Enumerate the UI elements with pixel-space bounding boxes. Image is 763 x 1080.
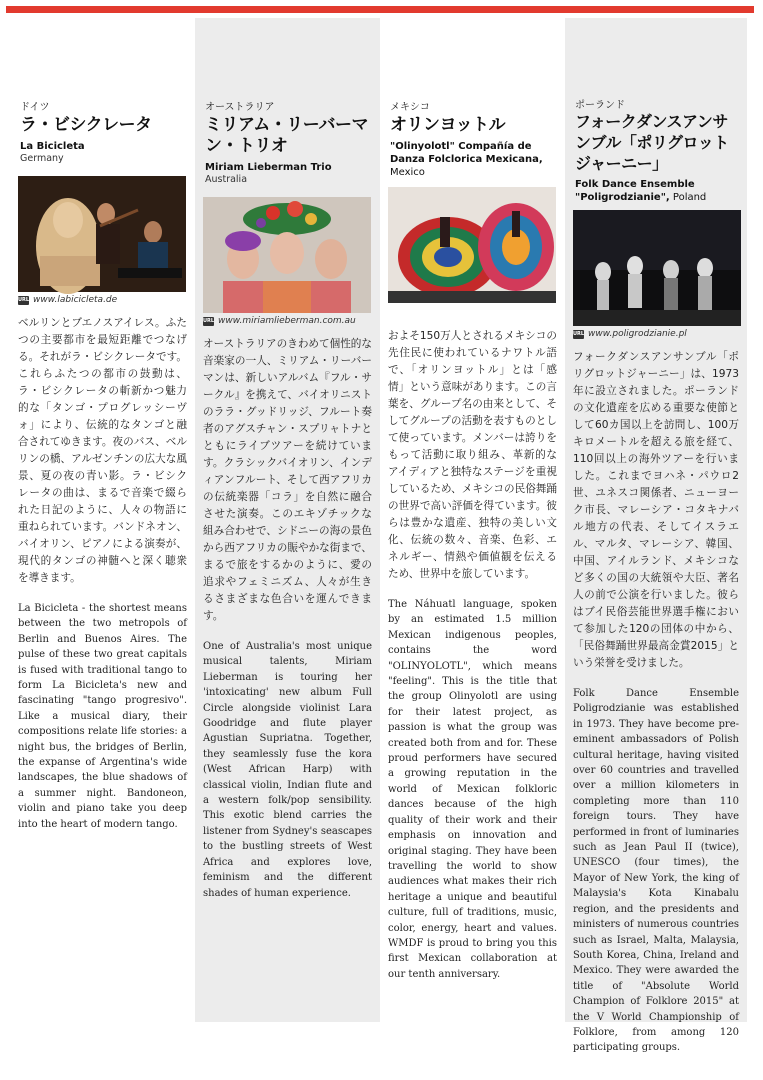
artist-column-poland [565, 18, 747, 1054]
artist-name-en: Miriam Lieberman Trio [205, 162, 332, 173]
artist-origin-inline: Poland [669, 192, 707, 203]
description-en: Folk Dance Ensemble Poligrodzianie was established in 1973. They have become pre-eminent ambassadors of Polish cultural heritage, having visited over 60 countries and travelled over a million kilometers in completing more than 110 foreign tours. They have performed in front of luminaries such as Jean Paul II (twice), UNESCO (four times), the Mayor of New York, the king of Malaysia's Kota Kinabalu region, and the presidents and ministers of numerous countries such as Israel, Malta, Malaysia, South Korea, China, Ireland and Mexico. They were awarded the title of "Absolute World Champion of Folklore 2015" at the V World Championship of Folklore, from among 120 participating groups. [573, 688, 739, 1054]
artist-photo [203, 197, 371, 313]
artist-photo [18, 176, 186, 292]
description-jp: オーストラリアのきわめて個性的な音楽家の一人、ミリアム・リーバーマンは、新しいアルバム『フル・サークル』を携えて、バイオリニストのララ・グッドリッジ、フルート奏者のアグスチャン・スプリャトナとともにライブツアーを続けています。クラシックバイオリン、インディアンフルート、そして西アフリカの伝統楽器「コラ」を自然に融合させた演奏。このエキゾチックな組み合わせで、シドニーの海の景色から西アフリカの賑やかな街まで、まるで旅をするかのように、愛の追求やフェミニズム、人々が生きるさまざまな色合いを運んできます。 [203, 338, 372, 622]
artist-url[interactable] [573, 329, 739, 339]
artist-title-jp: ミリアム・リーバーマン・トリオ [205, 115, 368, 156]
description-jp: およそ150万人とされるメキシコの先住民に使われているナワトル語で、「オリンヨットル」とは「感情」という意味があります。この言葉を、グループ名の由来として、そしてグループの活動を表すものとして使っています。メンバーは誇りをもって活動に取り組み、革新的なアイディアと独特なステージを重視しているため、メキシコの民俗舞踊の世界で高い評価を得ています。彼らは豊かな遺産、独特の美しい文化、伝統の数々、音楽、色彩、エネルギー、情熱や価値観を伝えるため、世界中を旅しています。 [388, 330, 557, 580]
description-jp: フォークダンスアンサンブル「ポリグロットジャーニー」は、1973年に設立されました。ポーランドの文化遺産を広める重要な使節として60カ国以上を訪問し、100万キロメートルを超える旅を経て、110回以上の海外ツアーを行いました。これまでヨハネ・パウロ2世、ユネスコ関係者、ニューヨーク市長、マレーシア・コタキナバル地方の代表、そしてイスラエル、マルタ、マレーシア、韓国、中国、アイルランド、メキシコなど多くの国の大統領や大臣、著名人の前で公演を行いました。彼らはブイ民俗芸能世界選手権において参加した120の団体の中から、「民俗舞踊世界最高金賞2015」という栄誉を受けました。 [573, 351, 739, 669]
description-jp: ベルリンとブエノスアイレス。ふたつの主要都市を最短距離でつなげる。それがラ・ビシクレータです。これらふたつの都市の鼓動は、ラ・ビシクレータの斬新かつ魅力的な「タンゴ・プログレッシーヴォ」により、伝統的なタンゴと融合されてゆきます。夜のバス、ベルリンの橋、アルゼンチンの広大な風景、夏の夜の青い影。ラ・ビシクレータの曲は、まるで音楽で綴られた日記のように、人々の物語に重ねられています。バンドネオン、バイオリン、ピアノによる演奏が、現代的タンゴの神髄へと深く聴衆を導きます。 [18, 317, 187, 584]
country-label: メキシコ [390, 102, 430, 113]
artist-name-en-main: Folk Dance Ensemble "Poligrodzianie", [575, 179, 695, 203]
country-label: ドイツ [20, 102, 50, 113]
artist-column-germany [10, 18, 195, 1022]
country-label: オーストラリア [205, 102, 275, 113]
country-label: ポーランド [575, 100, 625, 111]
top-accent-bar [6, 6, 754, 13]
artist-origin-inline: Mexico [390, 167, 425, 178]
artist-url-text[interactable]: www.labicicleta.de [33, 295, 118, 305]
artist-url[interactable] [18, 295, 187, 305]
url-icon: URL [18, 296, 30, 303]
artist-photo [388, 187, 556, 303]
artist-name-en-main: "Olinyolotl" Compañía de Danza Folclorica Mexicana, [390, 141, 543, 165]
artist-column-mexico [380, 18, 565, 1022]
artist-url-text[interactable]: www.poligrodzianie.pl [588, 329, 687, 339]
url-spacer [388, 306, 557, 328]
artist-name-en [390, 140, 557, 179]
artist-name-en [575, 178, 739, 204]
artist-name-en: La Bicicleta [20, 141, 85, 152]
description-en: The Náhuatl language, spoken by an estimated 1.5 million Mexican indigenous peoples, contains the word "OLINYOLOTL", which means "feeling". This is the title that the group Olinyolotl are using for their latest project, as passion is what the group was created both from and for. These proud performers have secured a growing reputation in the world of Mexican folkloric dances because of the high quality of their work and their emphasis on innovation and original staging. They have been travelling the world to show audiences what makes their rich heritage a unique and beautiful culture, full of traditions, music, color, energy, heart and values. WMDF is proud to bring you this first Mexican collaboration at our tenth anniversary. [388, 599, 557, 980]
artist-title-jp: ラ・ビシクレータ [20, 115, 152, 135]
artist-column-australia [195, 18, 380, 1022]
artist-photo [573, 210, 741, 326]
artist-title-jp: フォークダンスアンサンブル「ポリグロットジャーニー」 [575, 112, 729, 173]
artist-url[interactable] [203, 316, 372, 326]
artist-title-jp: オリンヨットル [390, 115, 506, 135]
artist-origin: Australia [205, 174, 248, 185]
url-icon: URL [573, 330, 585, 337]
description-en: La Bicicleta - the shortest means between the two metropols of Berlin and Buenos Aires. The pulse of these two great capitals is fused with traditional tango to form La Bicicleta's new and fascinating "tango progresivo". Like a musical diary, their compositions relate life stories: a night bus, the bridges of Berlin, the expanse of Argentina's wide landscapes, the blue shadows of a summer night. Bandoneon, violin and piano take you deep into the heart of modern tango. [18, 603, 187, 830]
url-icon: URL [203, 317, 215, 324]
description-en: One of Australia's most unique musical talents, Miriam Lieberman is touring her 'intoxicating' new album Full Circle alongside violinist Lara Goodridge and flute player Agustian Supriatna. Together, they seamlessly fuse the kora (West African Harp) with classical violin, Indian flute and a western folk/pop sensibility. This exotic blend carries the listener from Sydney's seascapes to the bustling streets of West Africa and explores love, feminism and the different shades of human experience. [203, 641, 372, 899]
artist-url-text[interactable]: www.miriamlieberman.com.au [218, 316, 356, 326]
artist-origin: Germany [20, 153, 64, 164]
